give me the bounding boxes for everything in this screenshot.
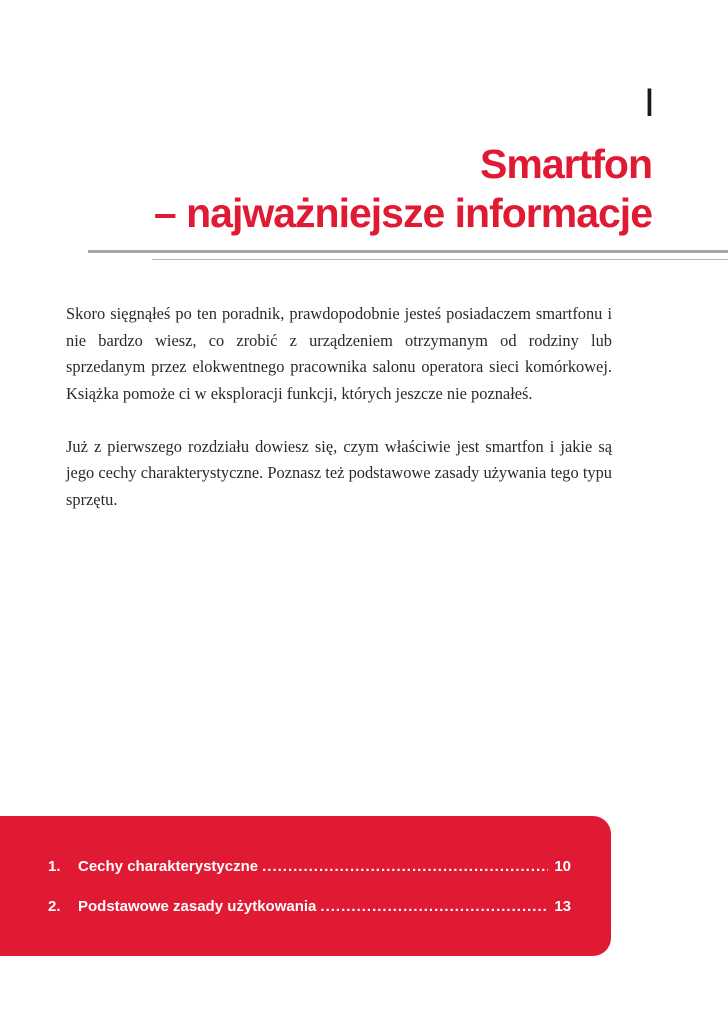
chapter-title	[154, 140, 652, 238]
title-divider	[88, 250, 728, 253]
chapter-number: I	[643, 81, 655, 125]
toc-dot-leader	[262, 858, 548, 875]
toc-entry-number: 2.	[48, 898, 61, 915]
toc-entry-label: Cechy charakterystyczne	[78, 858, 259, 875]
toc-entry-number: 1.	[48, 858, 61, 875]
intro-paragraph-2: Już z pierwszego rozdziału dowiesz się, czym właściwie jest smartfon i jakie są jego cechy charakterystyczne. Poznasz też podstawowe zasady używania tego typu sprzętu.	[66, 436, 612, 509]
toc-entry-page: 13	[554, 898, 571, 915]
title-divider-thin	[152, 259, 728, 260]
toc-entry[interactable]	[48, 858, 571, 875]
intro-text	[66, 301, 612, 540]
intro-paragraph-1: Skoro sięgnąłeś po ten poradnik, prawdopodobnie jesteś posiadaczem smartfonu i nie bardzo wiesz, co zrobić z urządzeniem otrzymanym od rodziny lub sprzedanym przez elokwentnego pracownika salonu operatora sieci komórkowej. Książka pomoże ci w eksploracji funkcji, których jeszcze nie poznałeś.	[66, 304, 612, 403]
toc-entry-page: 10	[554, 858, 571, 875]
chapter-title-line2: – najważniejsze informacje	[153, 190, 652, 236]
toc-entry-label: Podstawowe zasady użytkowania	[78, 898, 317, 915]
toc-dot-leader	[320, 898, 548, 915]
toc-entry[interactable]	[48, 898, 571, 915]
table-of-contents-box	[0, 816, 611, 956]
chapter-title-line1: Smartfon	[480, 141, 652, 187]
